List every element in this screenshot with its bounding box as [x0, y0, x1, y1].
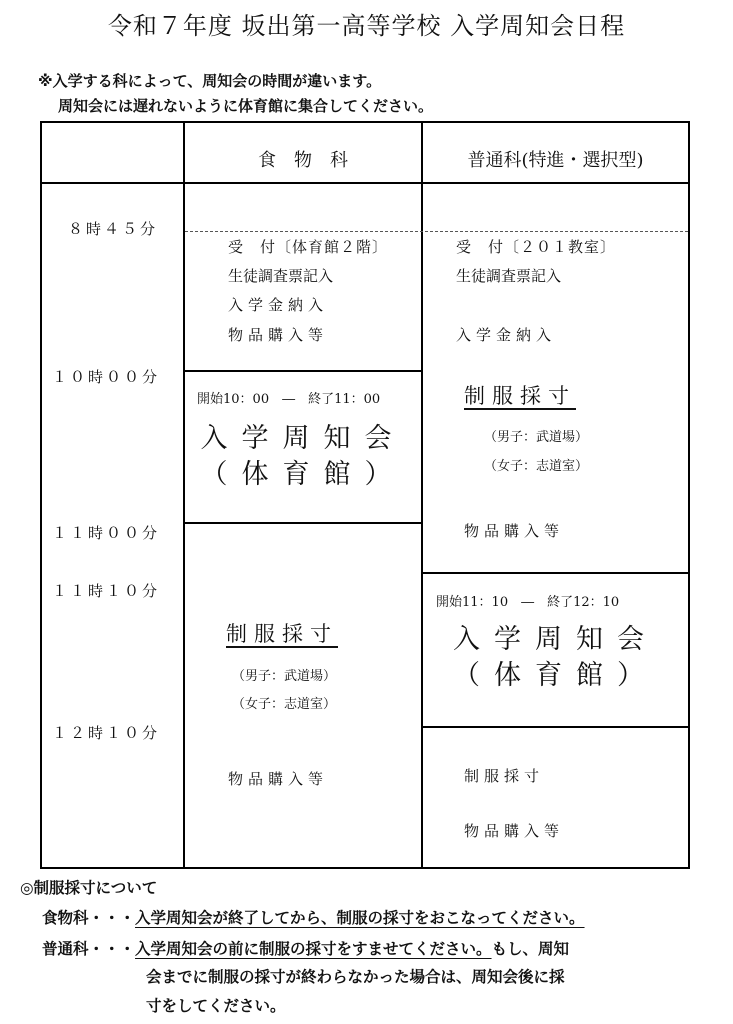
footer-futsu-line-2: 会までに制服の採寸が終わらなかった場合は、周知会後に採 — [146, 968, 565, 986]
footer-futsu-line — [42, 937, 569, 959]
futsu-uniform-2: 制服採寸 — [464, 767, 545, 785]
futsu-uniform-title: 制服採寸 — [464, 384, 576, 408]
shoku-meeting-time: 開始10：00 ― 終了11：00 — [197, 392, 381, 407]
footer-shoku-text: 入学周知会が終了してから、制服の採寸をおこなってください。 — [135, 909, 585, 927]
futsu-purchase-1: 物品購入等 — [464, 522, 565, 540]
footer-shoku-label: 食物科・・・ — [42, 909, 136, 927]
header-futsu: 普通科(特進・選択型) — [467, 150, 644, 171]
page-title: 令和７年度 坂出第一高等学校 入学周知会日程 — [107, 12, 626, 40]
footer-futsu-text-underlined: 入学周知会の前に制服の採寸をすませてください。 — [135, 940, 492, 958]
notice-line-1: ※入学する科によって、周知会の時間が違います。 — [38, 72, 382, 90]
footer-heading: ◎制服採寸について — [20, 879, 158, 897]
shoku-payment: 入学金納入 — [228, 296, 329, 314]
futsu-payment: 入学金納入 — [456, 326, 557, 344]
futsu-meeting-title: 入学周知会 — [453, 624, 658, 655]
shoku-meeting-title: 入学周知会 — [200, 423, 406, 454]
time-1100: １１時００分 — [52, 524, 161, 542]
notice-line-2: 周知会には遅れないように体育館に集合してください。 — [58, 97, 434, 115]
futsu-survey: 生徒調査票記入 — [456, 267, 562, 285]
shoku-reception: 受 付〔体育館２階〕 — [228, 238, 389, 256]
futsu-reception: 受 付〔２０１教室〕 — [456, 238, 617, 256]
shoku-uniform-girls: （女子：志道室） — [232, 697, 337, 712]
futsu-uniform-girls: （女子：志道室） — [484, 459, 589, 474]
time-1110: １１時１０分 — [52, 582, 161, 600]
futsu-purchase-2: 物品購入等 — [464, 822, 565, 840]
shoku-uniform-boys: （男子：武道場） — [232, 669, 337, 684]
footer-shoku-line — [42, 906, 585, 928]
time-0845: ８時４５分 — [68, 220, 159, 238]
futsu-meeting-place: （体育館） — [453, 660, 658, 691]
futsu-uniform-boys: （男子：武道場） — [484, 430, 589, 445]
time-1210: １２時１０分 — [52, 724, 161, 742]
shoku-uniform-title: 制服採寸 — [226, 622, 338, 646]
shoku-purchase-1: 物品購入等 — [228, 326, 329, 344]
footer-futsu-text-rest: もし、周知 — [491, 940, 570, 958]
time-1000: １０時００分 — [52, 368, 161, 386]
header-shokumotsu: 食 物 科 — [258, 150, 348, 171]
shoku-meeting-place: （体育館） — [200, 459, 406, 490]
shoku-survey: 生徒調査票記入 — [228, 267, 334, 285]
shoku-purchase-2: 物品購入等 — [228, 770, 329, 788]
futsu-meeting-time: 開始11：10 ― 終了12：10 — [436, 595, 620, 610]
footer-futsu-label: 普通科・・・ — [42, 940, 136, 958]
footer-futsu-line-3: 寸をしてください。 — [146, 997, 286, 1015]
